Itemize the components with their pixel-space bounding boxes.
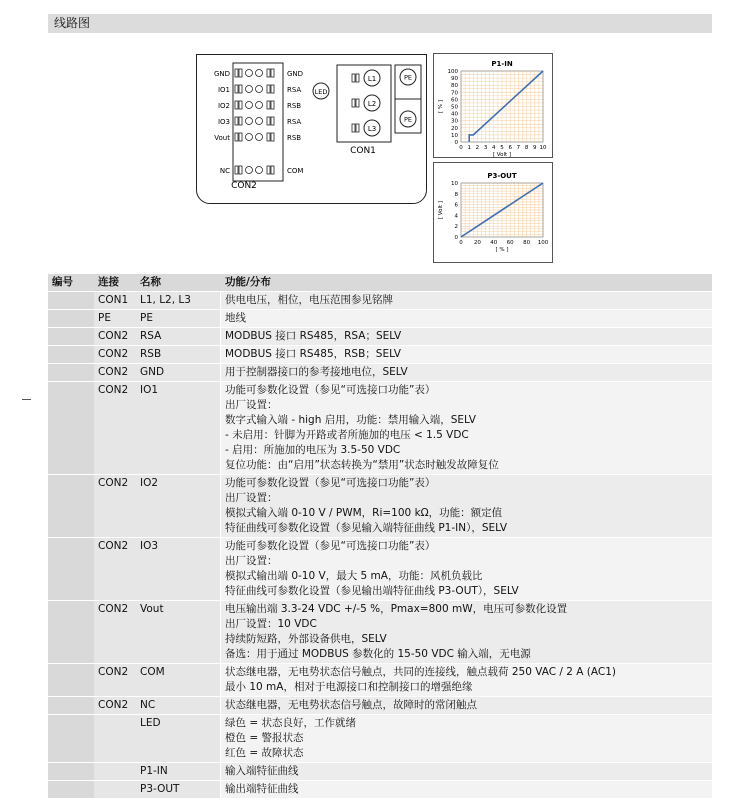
pin-slot (239, 166, 242, 174)
x-tick-label: 7 (516, 145, 521, 151)
y-axis-label: [ % ] (438, 99, 444, 114)
table-row (48, 328, 712, 346)
chart-title: P1-IN (491, 60, 513, 68)
p3-out-curve (433, 162, 553, 263)
function-line: 持续防短路，外部设备供电，SELV (225, 633, 387, 645)
row-function (221, 601, 712, 664)
function-line: 备选：用于通过 MODBUS 参数化的 15-50 VDC 输入端，无电源 (225, 648, 531, 660)
function-line: 功能可参数化设置（参见“可选接口功能”表） (225, 540, 436, 552)
x-tick-label: 9 (533, 145, 537, 151)
pin-hole (246, 70, 253, 77)
row-number (48, 346, 94, 364)
table-header-row (48, 274, 712, 292)
function-line: 输出端特征曲线 (225, 783, 299, 795)
pin-hole (256, 102, 263, 109)
y-tick-label: 0 (454, 235, 458, 241)
row-name: P1-IN (136, 763, 221, 781)
con2-right-pin-label: RSA (287, 118, 302, 126)
row-name: LED (136, 715, 221, 763)
pin-hole (256, 86, 263, 93)
row-function (221, 328, 712, 346)
table-row (48, 697, 712, 715)
row-function (221, 538, 712, 601)
y-tick-label: 90 (451, 76, 458, 83)
pin-slot (235, 101, 238, 109)
function-line: 最小 10 mA，相对于电源接口和控制接口的增强绝缘 (225, 681, 473, 693)
x-tick-label: 40 (490, 240, 498, 246)
x-axis-label: [ % ] (495, 247, 509, 253)
connection-table (48, 274, 712, 799)
pin-slot (239, 85, 242, 93)
wiring-diagram (196, 54, 427, 204)
con2-right-pin-label: COM (287, 167, 304, 175)
table-row (48, 664, 712, 697)
pin-slot (235, 133, 238, 141)
y-tick-label: 50 (451, 104, 458, 111)
pin-hole (246, 102, 253, 109)
function-line: 供电电压，相位，电压范围参见铭牌 (225, 294, 393, 306)
pe-terminal-label: PE (403, 115, 413, 124)
y-tick-label: 2 (454, 224, 458, 231)
row-number (48, 697, 94, 715)
pin-slot (356, 124, 359, 132)
table-row (48, 715, 712, 763)
chart-title: P3-OUT (487, 172, 517, 180)
function-line: 功能可参数化设置（参见“可选接口功能”表） (225, 384, 436, 396)
con2-left-pin-label: GND (213, 70, 230, 78)
y-tick-label: 80 (451, 83, 458, 90)
row-connection: CON2 (94, 697, 136, 715)
function-line: 橙色 = 警报状态 (225, 732, 304, 744)
x-tick-label: 5 (500, 145, 504, 151)
function-line: 绿色 = 状态良好，工作就绪 (225, 717, 356, 729)
function-line: MODBUS 接口 RS485，RSB；SELV (225, 348, 401, 360)
con1-terminal-label: L2 (367, 100, 377, 108)
row-number (48, 475, 94, 538)
led-label: LED (314, 88, 328, 96)
row-number (48, 538, 94, 601)
table-row (48, 346, 712, 364)
row-name: RSB (136, 346, 221, 364)
table-row (48, 763, 712, 781)
table-row (48, 292, 712, 310)
row-function (221, 763, 712, 781)
header-number: 编号 (48, 274, 94, 292)
y-tick-label: 40 (451, 111, 458, 118)
con2-terminal-block (214, 63, 304, 181)
con2-left-pin-label: Vout (214, 134, 230, 142)
wiring-diagram-svg (197, 55, 428, 205)
p1-in-chart-svg (434, 54, 552, 157)
row-function (221, 382, 712, 475)
table-row (48, 475, 712, 538)
con2-left-pin-label: IO1 (217, 86, 230, 94)
x-tick-label: 6 (508, 145, 512, 151)
function-line: 出厂设置： (225, 555, 278, 567)
con1-label: CON1 (350, 146, 376, 156)
row-connection: CON2 (94, 364, 136, 382)
function-line: 模拟式输入端 0-10 V / PWM，Ri=100 kΩ，功能：额定值 (225, 507, 503, 519)
con2-left-pin-label: IO3 (217, 118, 230, 126)
pin-slot (235, 69, 238, 77)
pe-terminals (400, 69, 416, 127)
pin-slot (271, 117, 274, 125)
row-connection (94, 715, 136, 763)
pin-hole (256, 167, 263, 174)
row-connection: CON2 (94, 664, 136, 697)
y-tick-label: 20 (451, 125, 458, 132)
row-name: GND (136, 364, 221, 382)
con2-right-pin-label: RSB (287, 134, 302, 142)
y-tick-label: 100 (447, 69, 458, 75)
x-tick-label: 80 (523, 240, 531, 246)
pin-slot (267, 101, 270, 109)
pin-hole (246, 118, 253, 125)
row-connection: PE (94, 310, 136, 328)
pin-hole (256, 70, 263, 77)
function-line: 出厂设置： (225, 399, 278, 411)
pin-slot (352, 124, 355, 132)
row-connection: CON1 (94, 292, 136, 310)
pin-slot (271, 166, 274, 174)
con1-terminal-label: L1 (367, 75, 377, 83)
y-tick-label: 6 (454, 202, 458, 209)
row-number (48, 382, 94, 475)
row-name: P3-OUT (136, 781, 221, 799)
pin-slot (239, 101, 242, 109)
row-function (221, 310, 712, 328)
function-line: 输入端特征曲线 (225, 765, 299, 777)
pin-slot (271, 101, 274, 109)
row-function (221, 364, 712, 382)
row-connection (94, 781, 136, 799)
header-name: 名称 (136, 274, 221, 292)
table-row (48, 364, 712, 382)
margin-mark (22, 399, 31, 400)
y-tick-label: 30 (451, 118, 458, 125)
row-name: IO1 (136, 382, 221, 475)
pin-slot (235, 117, 238, 125)
row-connection: CON2 (94, 382, 136, 475)
row-connection: CON2 (94, 538, 136, 601)
row-number (48, 364, 94, 382)
y-tick-label: 60 (451, 97, 458, 104)
row-name: IO3 (136, 538, 221, 601)
row-number (48, 328, 94, 346)
x-tick-label: 60 (506, 240, 514, 246)
x-tick-label: 1 (467, 145, 471, 151)
row-function (221, 715, 712, 763)
header-connection: 连接 (94, 274, 136, 292)
pin-slot (356, 99, 359, 107)
row-name: L1, L2, L3 (136, 292, 221, 310)
section-title: 线路图 (48, 14, 712, 33)
con2-housing (233, 63, 283, 181)
function-line: 数字式输入端 - high 启用，功能：禁用输入端，SELV (225, 414, 476, 426)
x-tick-label: 10 (539, 145, 547, 151)
y-tick-label: 0 (454, 140, 458, 146)
y-tick-label: 10 (451, 132, 458, 139)
pin-hole (256, 118, 263, 125)
row-name: NC (136, 697, 221, 715)
function-line: MODBUS 接口 RS485，RSA；SELV (225, 330, 402, 342)
table-row (48, 310, 712, 328)
row-connection: CON2 (94, 601, 136, 664)
x-tick-label: 4 (492, 145, 496, 151)
x-tick-label: 100 (537, 240, 549, 246)
row-number (48, 601, 94, 664)
row-connection: CON2 (94, 328, 136, 346)
row-connection (94, 763, 136, 781)
function-line: 状态继电器，无电势状态信号触点，故障时的常闭触点 (225, 699, 477, 711)
function-line: - 启用：所施加的电压为 3.5-50 VDC (225, 444, 401, 456)
pin-slot (239, 117, 242, 125)
row-number (48, 781, 94, 799)
function-line: 特征曲线可参数化设置（参见输入端特征曲线 P1-IN），SELV (225, 522, 508, 534)
function-line: 复位功能：由“启用”状态转换为“禁用”状态时触发故障复位 (225, 459, 499, 471)
y-tick-label: 10 (451, 181, 458, 187)
x-tick-label: 3 (483, 145, 488, 151)
pin-slot (271, 85, 274, 93)
table-row (48, 601, 712, 664)
row-function (221, 697, 712, 715)
con2-left-pin-label: IO2 (217, 102, 230, 110)
row-function (221, 664, 712, 697)
con2-right-pin-label: RSB (287, 102, 302, 110)
pin-slot (239, 69, 242, 77)
pin-hole (246, 134, 253, 141)
pin-slot (352, 74, 355, 82)
pin-slot (267, 166, 270, 174)
row-connection: CON2 (94, 475, 136, 538)
pin-slot (267, 85, 270, 93)
function-line: 电压输出端 3.3-24 VDC +/-5 %，Pmax=800 mW，电压可参数化设置 (225, 603, 568, 615)
x-tick-label: 8 (524, 145, 529, 151)
table-row (48, 382, 712, 475)
y-tick-label: 70 (451, 90, 458, 97)
pin-hole (256, 134, 263, 141)
row-number (48, 292, 94, 310)
row-number (48, 715, 94, 763)
row-connection: CON2 (94, 346, 136, 364)
row-number (48, 310, 94, 328)
y-tick-label: 8 (454, 191, 458, 198)
row-function (221, 346, 712, 364)
row-function (221, 292, 712, 310)
pin-slot (356, 74, 359, 82)
pin-slot (239, 133, 242, 141)
function-line: 用于控制器接口的参考接地电位，SELV (225, 366, 408, 378)
function-line: 地线 (225, 312, 246, 324)
pin-hole (246, 86, 253, 93)
function-line: 模拟式输出端 0-10 V，最大 5 mA，功能：风机负载比 (225, 570, 483, 582)
pin-slot (235, 166, 238, 174)
table-row (48, 781, 712, 799)
function-line: 特征曲线可参数化设置（参见输出端特征曲线 P3-OUT），SELV (225, 585, 519, 597)
row-name: RSA (136, 328, 221, 346)
pin-slot (352, 99, 355, 107)
y-axis-label: [ Volt ] (438, 200, 444, 220)
function-line: 功能可参数化设置（参见“可选接口功能”表） (225, 477, 436, 489)
x-tick-label: 20 (473, 240, 481, 246)
table-row (48, 538, 712, 601)
con2-label: CON2 (231, 181, 257, 191)
row-name: Vout (136, 601, 221, 664)
pe-terminal-label: PE (403, 73, 413, 82)
pin-slot (271, 69, 274, 77)
function-line: 出厂设置：10 VDC (225, 618, 317, 630)
con1-terminals (352, 70, 380, 136)
x-tick-label: 0 (459, 240, 463, 246)
row-number (48, 763, 94, 781)
p3-out-chart-svg (434, 163, 552, 262)
pin-slot (235, 85, 238, 93)
function-line: - 未启用：针脚为开路或者所施加的电压 < 1.5 VDC (225, 429, 469, 441)
row-name: COM (136, 664, 221, 697)
p1-in-curve (433, 53, 553, 158)
pin-slot (267, 69, 270, 77)
x-tick-label: 2 (475, 145, 480, 151)
header-function: 功能/分布 (221, 274, 712, 292)
con2-left-pin-label: NC (219, 167, 230, 175)
pin-slot (267, 133, 270, 141)
pin-slot (271, 133, 274, 141)
function-line: 状态继电器，无电势状态信号触点，共同的连接线，触点载荷 250 VAC / 2 A (AC1) (225, 666, 617, 678)
y-tick-label: 4 (454, 213, 458, 220)
row-number (48, 664, 94, 697)
row-name: PE (136, 310, 221, 328)
x-tick-label: 0 (459, 145, 463, 151)
con1-terminal-label: L3 (367, 125, 377, 133)
row-name: IO2 (136, 475, 221, 538)
x-axis-label: [ Volt ] (492, 152, 512, 157)
row-function (221, 781, 712, 799)
function-line: 红色 = 故障状态 (225, 747, 304, 759)
pin-slot (267, 117, 270, 125)
con2-right-pin-label: GND (287, 70, 304, 78)
function-line: 出厂设置： (225, 492, 278, 504)
pin-hole (246, 167, 253, 174)
row-function (221, 475, 712, 538)
con2-right-pin-label: RSA (287, 86, 302, 94)
